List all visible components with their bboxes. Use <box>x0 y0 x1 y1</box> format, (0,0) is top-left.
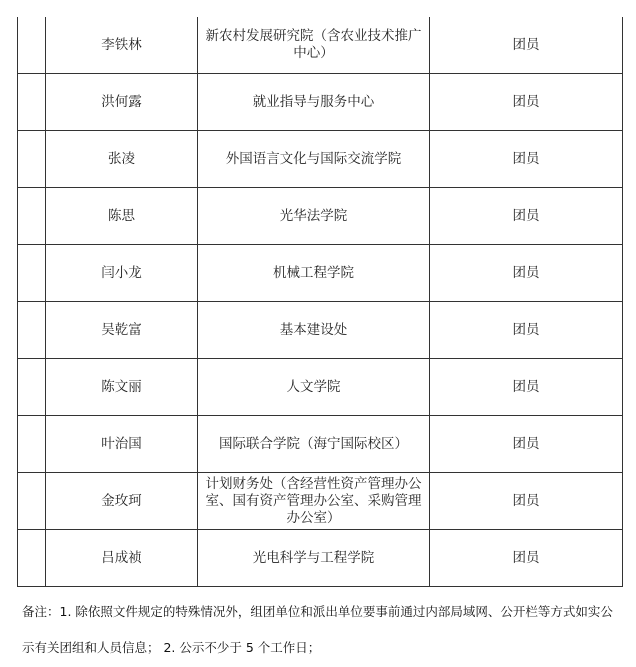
role-cell: 团员 <box>430 245 623 302</box>
footnote-line-2: 示有关团组和人员信息； 2. 公示不少于 5 个工作日； <box>22 640 321 655</box>
index-cell <box>18 359 46 416</box>
role-cell: 团员 <box>430 359 623 416</box>
index-cell <box>18 473 46 530</box>
role-cell: 团员 <box>430 302 623 359</box>
roster-table-body <box>18 17 623 587</box>
unit-cell: 人文学院 <box>198 359 430 416</box>
index-cell <box>18 188 46 245</box>
index-cell <box>18 74 46 131</box>
name-cell: 李铁林 <box>46 17 198 74</box>
unit-cell: 光电科学与工程学院 <box>198 530 430 587</box>
footnote <box>22 594 628 666</box>
unit-cell: 计划财务处（含经营性资产管理办公室、国有资产管理办公室、采购管理办公室） <box>198 473 430 530</box>
index-cell <box>18 530 46 587</box>
role-cell: 团员 <box>430 530 623 587</box>
table-row <box>18 188 623 245</box>
index-cell <box>18 245 46 302</box>
table-row <box>18 416 623 473</box>
name-cell: 闫小龙 <box>46 245 198 302</box>
role-cell: 团员 <box>430 74 623 131</box>
name-cell: 叶治国 <box>46 416 198 473</box>
role-cell: 团员 <box>430 416 623 473</box>
name-cell: 陈思 <box>46 188 198 245</box>
table-row <box>18 17 623 74</box>
index-cell <box>18 17 46 74</box>
name-cell: 陈文丽 <box>46 359 198 416</box>
table-row <box>18 530 623 587</box>
index-cell <box>18 416 46 473</box>
role-cell: 团员 <box>430 473 623 530</box>
name-cell: 洪何露 <box>46 74 198 131</box>
unit-cell: 外国语言文化与国际交流学院 <box>198 131 430 188</box>
name-cell: 张凌 <box>46 131 198 188</box>
role-cell: 团员 <box>430 131 623 188</box>
role-cell: 团员 <box>430 17 623 74</box>
index-cell <box>18 131 46 188</box>
roster-table-container <box>17 17 622 590</box>
table-row <box>18 74 623 131</box>
table-row <box>18 131 623 188</box>
unit-cell: 国际联合学院（海宁国际校区） <box>198 416 430 473</box>
unit-cell: 就业指导与服务中心 <box>198 74 430 131</box>
unit-cell: 基本建设处 <box>198 302 430 359</box>
table-row <box>18 302 623 359</box>
name-cell: 吴乾富 <box>46 302 198 359</box>
unit-cell: 新农村发展研究院（含农业技术推广中心） <box>198 17 430 74</box>
table-row <box>18 473 623 530</box>
index-cell <box>18 302 46 359</box>
role-cell: 团员 <box>430 188 623 245</box>
footnote-line-1: 备注：1. 除依照文件规定的特殊情况外，组团单位和派出单位要事前通过内部局域网、公开栏等方式如实公 <box>22 604 613 619</box>
name-cell: 吕成祯 <box>46 530 198 587</box>
roster-table <box>17 17 623 587</box>
table-row <box>18 245 623 302</box>
unit-cell: 光华法学院 <box>198 188 430 245</box>
table-row <box>18 359 623 416</box>
unit-cell: 机械工程学院 <box>198 245 430 302</box>
name-cell: 金玫珂 <box>46 473 198 530</box>
